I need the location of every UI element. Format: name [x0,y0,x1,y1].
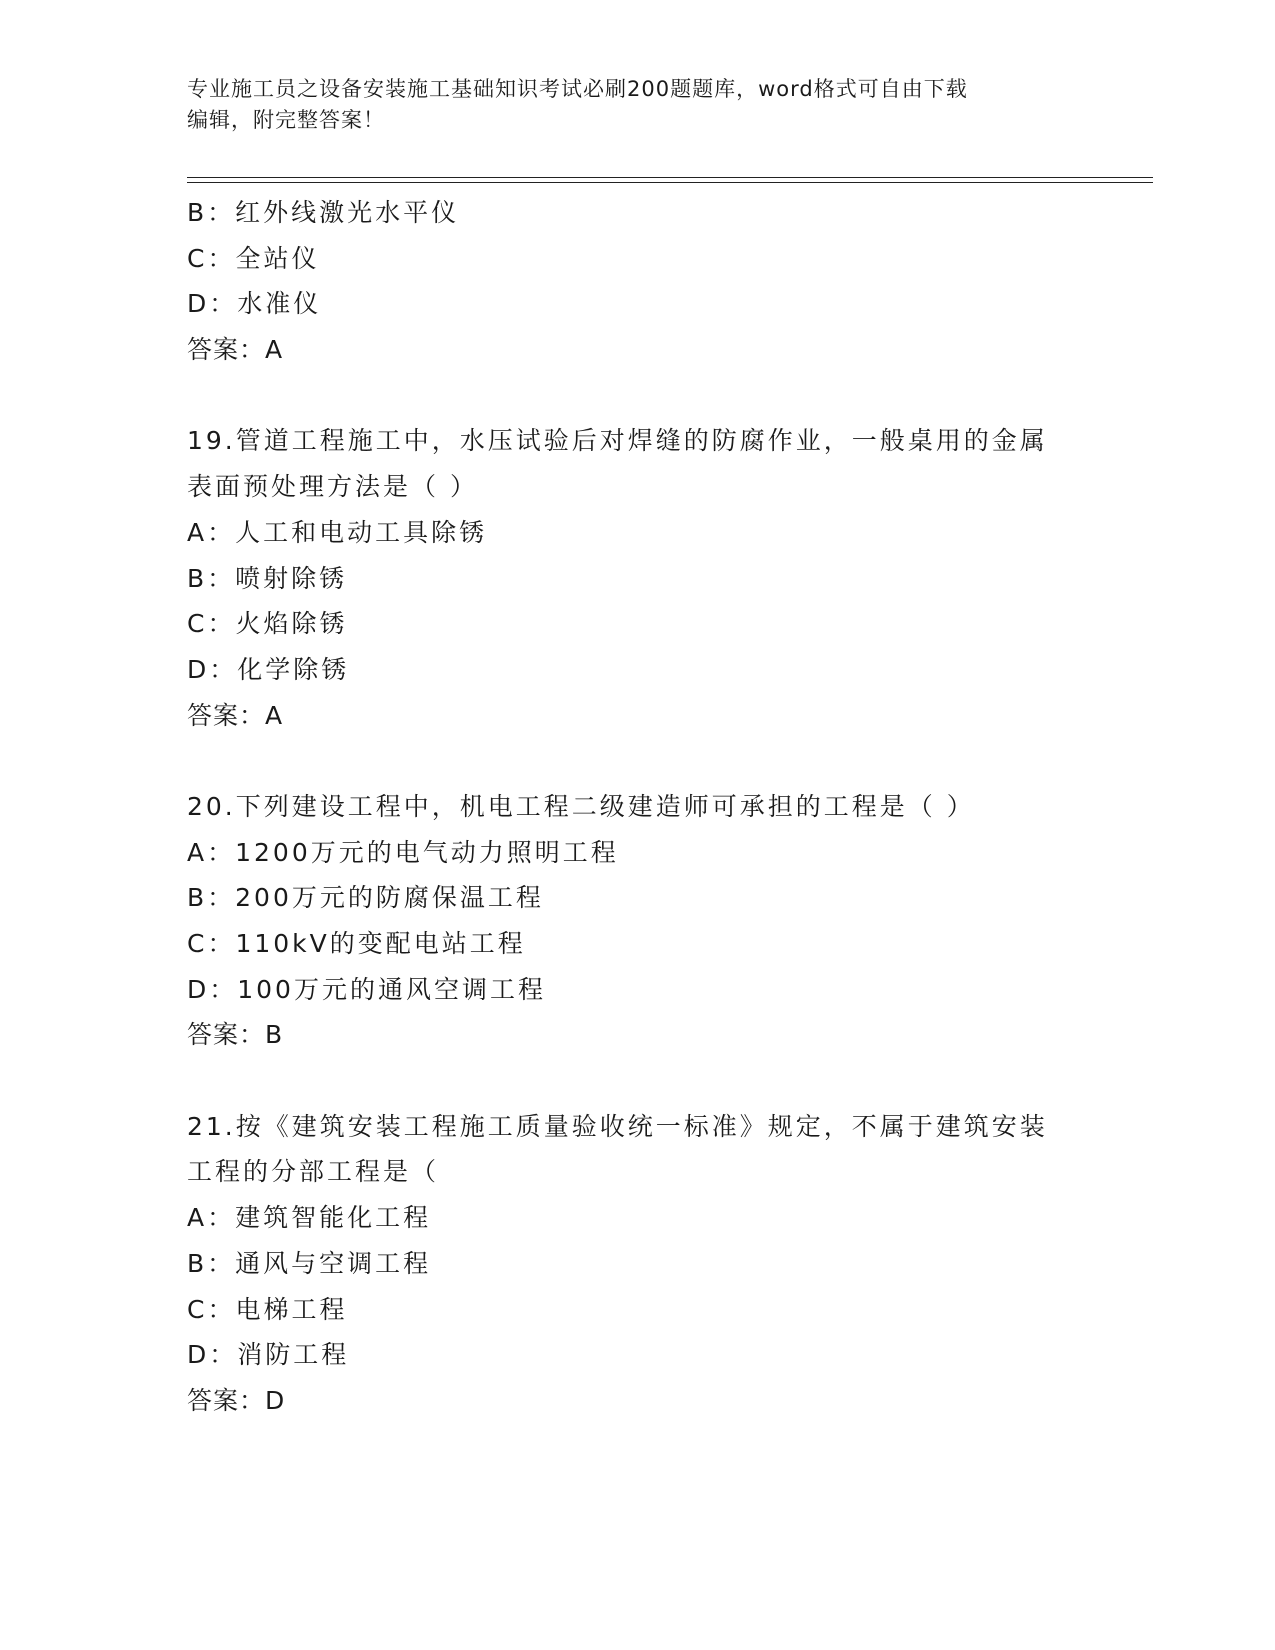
option-a: A：1200万元的电气动力照明工程 [187,837,619,867]
spacer [187,1058,1087,1104]
option-b: B：喷射除锈 [187,563,348,593]
option-c: C：110kV的变配电站工程 [187,929,526,958]
question-18 [187,190,1087,373]
question-text-line-2: 表面预处理方法是（ ） [187,472,478,502]
option-b: B：红外线激光水平仪 [187,198,460,227]
option-c: C：火焰除锈 [187,609,348,639]
answer: 答案：A [187,700,284,730]
page-header [187,74,1067,136]
option-d: D：100万元的通风空调工程 [187,974,546,1004]
question-text-line-1: 19.管道工程施工中，水压试验后对焊缝的防腐作业，一般桌用的金属 [187,426,1048,456]
header-divider-bottom [187,182,1153,183]
option-a: A：人工和电动工具除锈 [187,517,488,547]
question-21 [187,1104,1087,1424]
answer: 答案：B [187,1020,284,1050]
question-19 [187,418,1087,738]
question-text-line-1: 20.下列建设工程中，机电工程二级建造师可承担的工程是（ ） [187,791,975,821]
option-b: B：200万元的防腐保温工程 [187,883,544,913]
question-text-line-1: 21.按《建筑安装工程施工质量验收统一标准》规定，不属于建筑安装 [187,1111,1048,1141]
option-d: D：消防工程 [187,1340,350,1370]
option-b: B：通风与空调工程 [187,1248,432,1278]
spacer [187,373,1087,419]
question-text-line-2: 工程的分部工程是（ [187,1157,440,1187]
header-title-line-2: 编辑，附完整答案！ [187,108,385,132]
answer: 答案：D [187,1385,286,1415]
question-20 [187,784,1087,1058]
spacer [187,738,1087,784]
option-d: D：化学除锈 [187,654,350,684]
option-c: C：全站仪 [187,243,320,273]
header-title-line-1: 专业施工员之设备安装施工基础知识考试必刷200题题库，word格式可自由下载 [187,77,968,101]
option-c: C：电梯工程 [187,1294,348,1324]
option-d: D：水准仪 [187,289,322,319]
option-a: A：建筑智能化工程 [187,1203,432,1233]
question-content [187,190,1087,1424]
header-divider-top [187,177,1153,178]
answer: 答案：A [187,335,284,365]
